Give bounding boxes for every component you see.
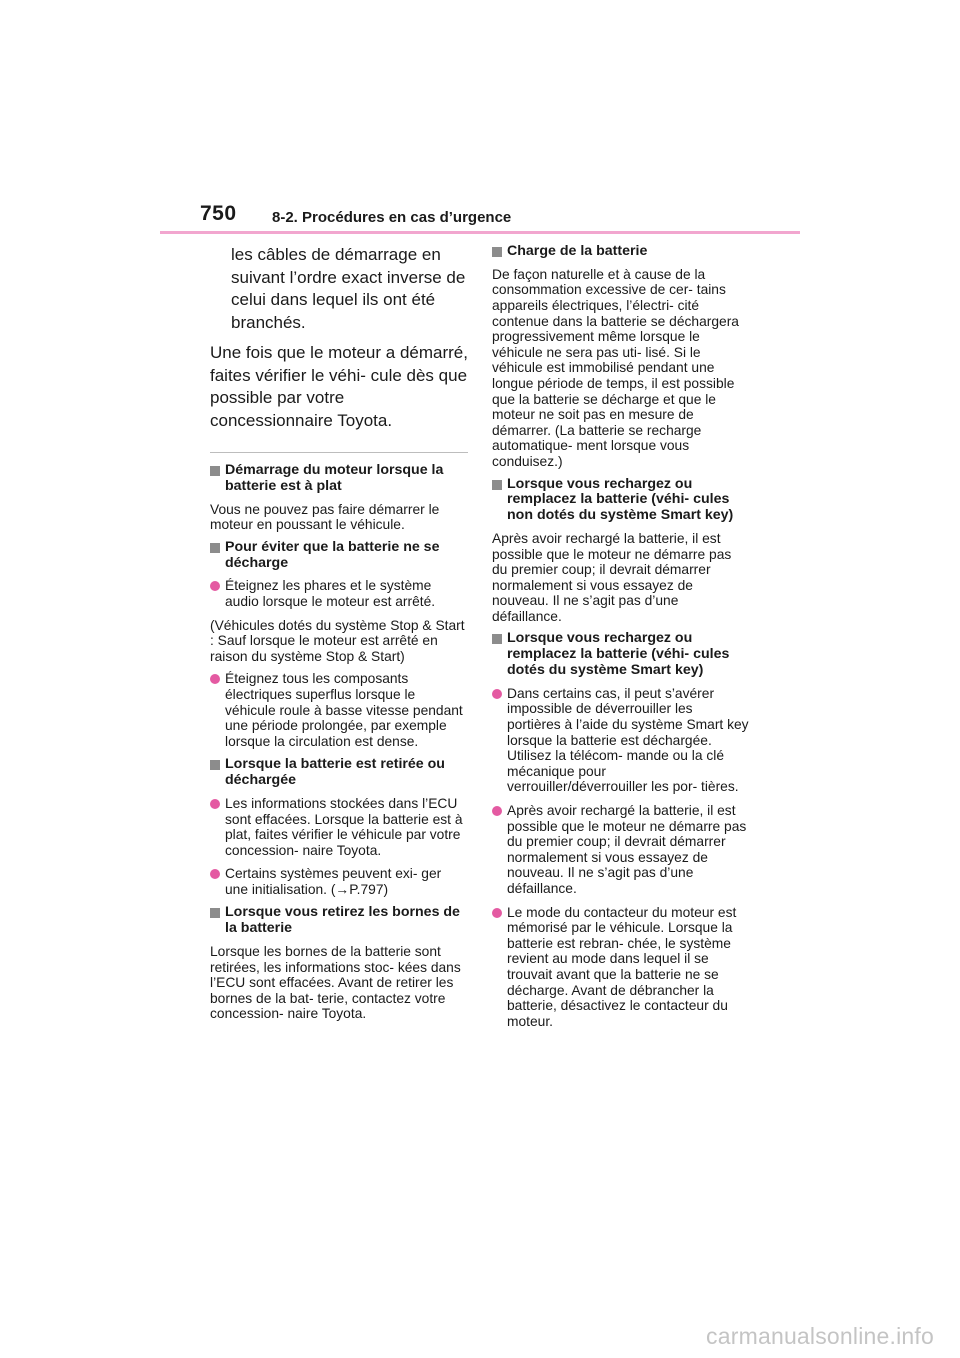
heading-battery-removed: Lorsque la batterie est retirée ou déchargée (210, 757, 468, 789)
heading-recharge-smart-key: Lorsque vous rechargez ou remplacez la batterie (véhi- cules dotés du système Smart key) (492, 631, 750, 678)
bullet-dot-icon (210, 869, 220, 879)
square-bullet-icon (492, 634, 502, 644)
bullet-item: Les informations stockées dans l’ECU sont effacées. Lorsque la batterie est à plat, faites vérifier le véhicule par votre concession- naire Toyota. (210, 796, 468, 858)
square-bullet-icon (210, 760, 220, 770)
bullet-item: Après avoir rechargé la batterie, il est possible que le moteur ne démarre pas du premier coup; il devrait démarrer normalement si vous essayez de nouveau. Il ne s’agit pas d’une défaillance. (492, 803, 750, 897)
bullet-item: Le mode du contacteur du moteur est mémorisé par le véhicule. Lorsque la batterie est rebran- chée, le système revient au mode dans lequel il se trouvait avant que la batterie ne se décharge. Avant de débrancher la batterie, désactivez le contacteur du moteur. (492, 905, 750, 1030)
heading-recharge-no-smart-key: Lorsque vous rechargez ou remplacez la batterie (véhi- cules non dotés du système Smart key) (492, 477, 750, 524)
right-column (492, 244, 750, 1037)
page-header (200, 202, 800, 234)
square-bullet-icon (492, 247, 502, 257)
bullet-dot-icon (492, 806, 502, 816)
section-title: 8-2. Procédures en cas d’urgence (272, 209, 512, 226)
bullet-dot-icon (210, 799, 220, 809)
header-rule (160, 231, 800, 234)
bullet-item: Dans certains cas, il peut s’avérer impossible de déverrouiller les portières à l’aide du système Smart key lorsque la batterie est déchargée. Utilisez la télécom- mande ou la clé mécanique pour verrouiller/déverrouiller les por- tières. (492, 686, 750, 795)
paragraph: Vous ne pouvez pas faire démarrer le moteur en poussant le véhicule. (210, 501, 440, 533)
heading-prevent-discharge: Pour éviter que la batterie ne se décharge (210, 540, 468, 572)
paragraph: (Véhicules dotés du système Stop & Start : Sauf lorsque le moteur est arrêté en raison du système Stop & Start) (210, 617, 465, 664)
square-bullet-icon (492, 480, 502, 490)
square-bullet-icon (210, 466, 220, 476)
heading-flat-battery-start: Démarrage du moteur lorsque la batterie est à plat (210, 463, 468, 495)
section-divider (210, 452, 468, 453)
intro-continuation: les câbles de démarrage en suivant l’ordre exact inverse de celui dans lequel ils ont été branchés. (231, 245, 466, 332)
page-number: 750 (200, 202, 237, 225)
heading-battery-charge: Charge de la batterie (492, 244, 750, 260)
paragraph: De façon naturelle et à cause de la consommation excessive de cer- tains appareils électriques, l’électri- cité contenue dans la batterie se déchargera progressivement même lorsque le véhicule ne sera pas uti- lisé. Si le véhicule est immobilisé pendant une longue période de temps, il est possible que la batterie se décharge et que le moteur ne soit pas en mesure de démarrer. (La batterie se recharge automatique- ment lorsque vous conduisez.) (492, 266, 739, 469)
bullet-item: Certains systèmes peuvent exi- ger une initialisation. (→P.797) (210, 866, 468, 897)
heading-remove-terminals: Lorsque vous retirez les bornes de la batterie (210, 905, 468, 937)
watermark: carmanualsonline.info (706, 1323, 934, 1349)
bullet-dot-icon (492, 908, 502, 918)
bullet-item: Éteignez les phares et le système audio lorsque le moteur est arrêté. (210, 578, 468, 609)
bullet-dot-icon (492, 689, 502, 699)
square-bullet-icon (210, 908, 220, 918)
bullet-dot-icon (210, 674, 220, 684)
bullet-item: Éteignez tous les composants électriques superflus lorsque le véhicule roule à basse vitesse pendant une période prolongée, par exemple lorsque la circulation est dense. (210, 671, 468, 749)
bullet-dot-icon (210, 581, 220, 591)
paragraph: Après avoir rechargé la batterie, il est possible que le moteur ne démarre pas du premier coup; il devrait démarrer normalement si vous essayez de nouveau. Il ne s’agit pas d’une défaillance. (492, 530, 732, 624)
square-bullet-icon (210, 543, 220, 553)
left-column (210, 244, 468, 1029)
paragraph: Lorsque les bornes de la batterie sont retirées, les informations stoc- kées dans l’ECU sont effacées. Avant de retirer les bornes de la bat- terie, contactez votre concession- naire Toyota. (210, 944, 461, 1022)
intro-paragraph: Une fois que le moteur a démarré, faites vérifier le véhi- cule dès que possible par votre concessionnaire Toyota. (210, 343, 468, 430)
